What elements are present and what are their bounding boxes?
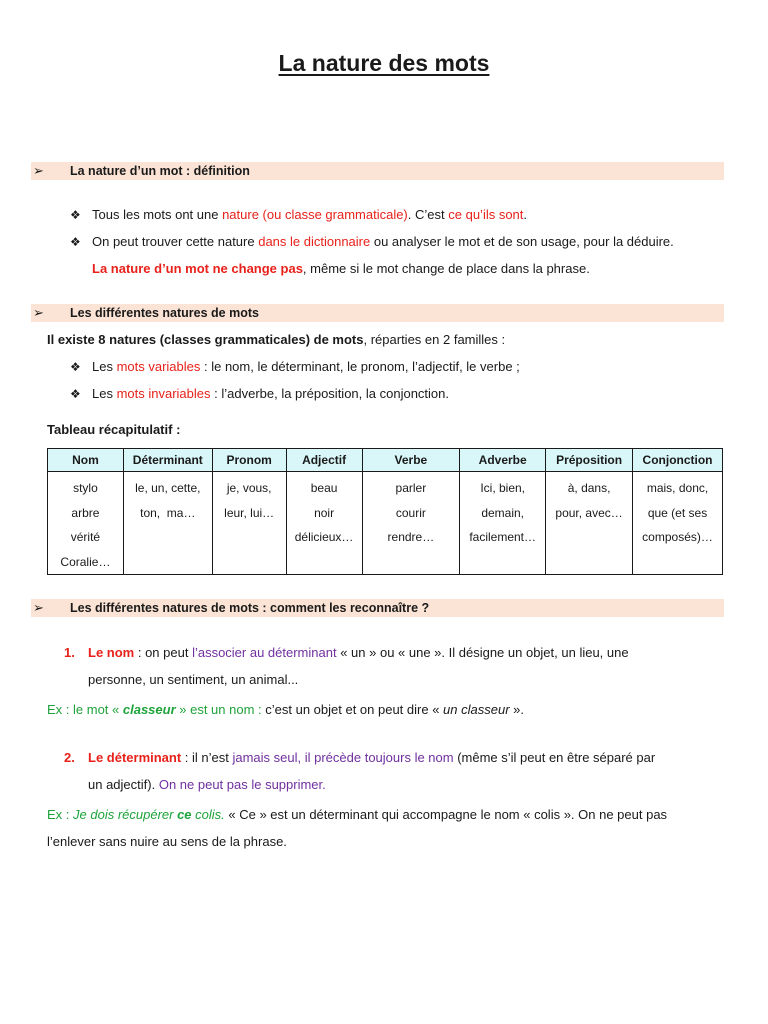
example-nom: Ex : le mot « classeur » est un nom : c’est un objet et on peut dire « un classeur ». [47,702,524,717]
diamond-bullet-icon: ❖ [70,235,81,249]
header-adverbe: Adverbe [460,449,546,472]
diamond-bullet-icon: ❖ [70,208,81,222]
item-nom-continued: personne, un sentiment, un animal... [88,672,299,687]
cell-adjectif: beau noir délicieux… [286,472,362,575]
summary-table [47,448,723,575]
section-label: Les différentes natures de mots [70,306,259,320]
header-preposition: Préposition [546,449,633,472]
arrow-icon: ➢ [33,163,44,178]
item-number: 1. [64,645,75,660]
example-determinant-continued: l’enlever sans nuire au sens de la phrase. [47,834,287,849]
cell-determinant: le, un, cette, ton, ma… [123,472,212,575]
header-adjectif: Adjectif [286,449,362,472]
header-pronom: Pronom [212,449,286,472]
header-verbe: Verbe [362,449,460,472]
item-determinant-continued: un adjectif). On ne peut pas le supprimer. [88,777,326,792]
item-determinant: 2. Le déterminant : il n’est jamais seul, il précède toujours le nom (même s’il peut en être séparé par [64,750,656,765]
diamond-bullet-icon: ❖ [70,360,81,374]
variable-words-bullet: ❖ Les mots variables : le nom, le déterminant, le pronom, l’adjectif, le verbe ; [70,359,520,374]
item-nom: 1. Le nom : on peut l’associer au déterminant « un » ou « une ». Il désigne un objet, un lieu, une [64,645,629,660]
table-row [48,472,723,575]
section-header-natures [31,304,724,322]
section-header-recognize [31,599,724,617]
section-label: Les différentes natures de mots : comment les reconnaître ? [70,601,430,615]
table-title: Tableau récapitulatif : [47,422,181,437]
section-header-definition [31,162,724,180]
cell-nom: stylo arbre vérité Coralie… [48,472,124,575]
section-label: La nature d’un mot : définition [70,164,250,178]
cell-verbe: parler courir rendre… [362,472,460,575]
cell-adverbe: Ici, bien, demain, facilement… [460,472,546,575]
invariable-words-bullet: ❖ Les mots invariables : l’adverbe, la préposition, la conjonction. [70,386,449,401]
cell-preposition: à, dans, pour, avec… [546,472,633,575]
cell-pronom: je, vous, leur, lui… [212,472,286,575]
diamond-bullet-icon: ❖ [70,387,81,401]
definition-bullet-1: ❖ Tous les mots ont une nature (ou classe grammaticale). C’est ce qu’ils sont. [70,207,528,222]
arrow-icon: ➢ [33,600,44,615]
table-header-row [48,449,723,472]
arrow-icon: ➢ [33,305,44,320]
item-number: 2. [64,750,75,765]
header-determinant: Déterminant [123,449,212,472]
page-title: La nature des mots [278,50,490,76]
example-determinant: Ex : Je dois récupérer ce colis. « Ce » est un déterminant qui accompagne le nom « colis ». On ne peut pas [47,807,668,822]
definition-bullet-2-continued: La nature d’un mot ne change pas, même si le mot change de place dans la phrase. [92,261,590,276]
natures-intro: Il existe 8 natures (classes grammaticales) de mots, réparties en 2 familles : [47,332,506,347]
header-conjonction: Conjonction [633,449,723,472]
definition-bullet-2: ❖ On peut trouver cette nature dans le dictionnaire ou analyser le mot et de son usage, pour la déduire. [70,234,674,249]
header-nom: Nom [48,449,124,472]
cell-conjonction: mais, donc, que (et ses composés)… [633,472,723,575]
